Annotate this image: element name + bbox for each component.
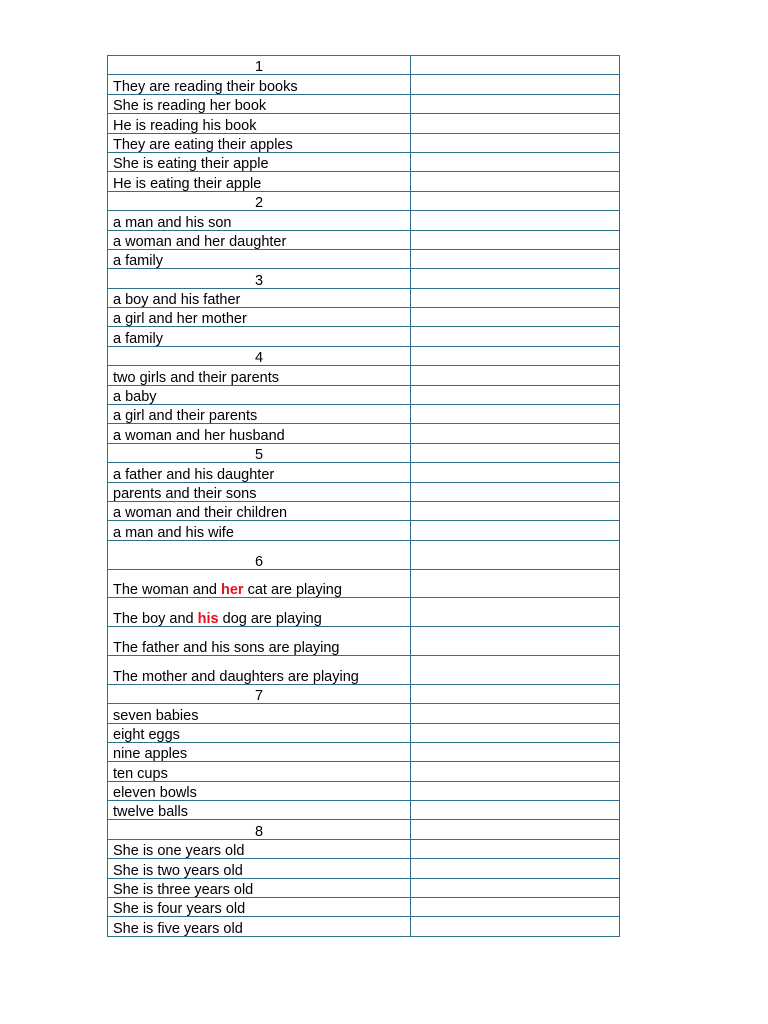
sentence-text: cat are playing bbox=[243, 582, 342, 598]
answer-cell bbox=[411, 269, 620, 288]
answer-cell bbox=[411, 801, 620, 820]
sentence-cell: The mother and daughters are playing bbox=[108, 655, 411, 684]
sentence-text: The woman and bbox=[113, 582, 222, 598]
worksheet-table bbox=[107, 55, 620, 937]
section-number-cell: 7 bbox=[108, 684, 411, 703]
answer-cell bbox=[411, 781, 620, 800]
sentence-cell bbox=[108, 598, 411, 627]
sentence-row bbox=[108, 172, 620, 191]
sentence-row bbox=[108, 482, 620, 501]
sentence-row bbox=[108, 75, 620, 94]
sentence-row bbox=[108, 655, 620, 684]
answer-cell bbox=[411, 327, 620, 346]
sentence-cell bbox=[108, 569, 411, 598]
sentence-row bbox=[108, 230, 620, 249]
answer-cell bbox=[411, 249, 620, 268]
answer-cell bbox=[411, 172, 620, 191]
sentence-row bbox=[108, 308, 620, 327]
sentence-row bbox=[108, 211, 620, 230]
sentence-cell: a man and his wife bbox=[108, 521, 411, 540]
sentence-row bbox=[108, 366, 620, 385]
sentence-row bbox=[108, 878, 620, 897]
answer-cell bbox=[411, 684, 620, 703]
worksheet-body bbox=[108, 56, 620, 937]
sentence-cell: a family bbox=[108, 327, 411, 346]
section-number-row bbox=[108, 269, 620, 288]
sentence-row bbox=[108, 152, 620, 171]
section-number-row bbox=[108, 443, 620, 462]
highlighted-word: his bbox=[197, 611, 219, 627]
sentence-cell: nine apples bbox=[108, 742, 411, 761]
sentence-row bbox=[108, 463, 620, 482]
sentence-text: The boy and bbox=[113, 611, 198, 627]
sentence-cell: a woman and her daughter bbox=[108, 230, 411, 249]
sentence-cell: She is four years old bbox=[108, 898, 411, 917]
answer-cell bbox=[411, 463, 620, 482]
sentence-row bbox=[108, 405, 620, 424]
sentence-row bbox=[108, 288, 620, 307]
sentence-row bbox=[108, 114, 620, 133]
sentence-cell: a baby bbox=[108, 385, 411, 404]
sentence-cell: eight eggs bbox=[108, 723, 411, 742]
sentence-row bbox=[108, 249, 620, 268]
sentence-cell: The father and his sons are playing bbox=[108, 627, 411, 656]
sentence-cell: She is two years old bbox=[108, 859, 411, 878]
sentence-cell: a family bbox=[108, 249, 411, 268]
answer-cell bbox=[411, 75, 620, 94]
sentence-row bbox=[108, 781, 620, 800]
sentence-row bbox=[108, 598, 620, 627]
sentence-row bbox=[108, 424, 620, 443]
sentence-cell: She is three years old bbox=[108, 878, 411, 897]
answer-cell bbox=[411, 385, 620, 404]
sentence-row bbox=[108, 94, 620, 113]
section-number-cell: 1 bbox=[108, 56, 411, 75]
sentence-row bbox=[108, 569, 620, 598]
answer-cell bbox=[411, 424, 620, 443]
answer-cell bbox=[411, 762, 620, 781]
sentence-row bbox=[108, 801, 620, 820]
answer-cell bbox=[411, 501, 620, 520]
answer-cell bbox=[411, 114, 620, 133]
answer-cell bbox=[411, 405, 620, 424]
sentence-cell: She is five years old bbox=[108, 917, 411, 936]
sentence-cell: seven babies bbox=[108, 704, 411, 723]
section-number-row bbox=[108, 56, 620, 75]
sentence-row bbox=[108, 898, 620, 917]
section-number-cell: 2 bbox=[108, 191, 411, 210]
sentence-cell: She is one years old bbox=[108, 839, 411, 858]
answer-cell bbox=[411, 521, 620, 540]
answer-cell bbox=[411, 94, 620, 113]
answer-cell bbox=[411, 723, 620, 742]
sentence-row bbox=[108, 742, 620, 761]
sentence-row bbox=[108, 723, 620, 742]
sentence-cell: He is reading his book bbox=[108, 114, 411, 133]
sentence-cell: They are reading their books bbox=[108, 75, 411, 94]
answer-cell bbox=[411, 288, 620, 307]
section-number-cell: 3 bbox=[108, 269, 411, 288]
sentence-cell: a woman and her husband bbox=[108, 424, 411, 443]
answer-cell bbox=[411, 133, 620, 152]
section-number-row bbox=[108, 540, 620, 569]
highlighted-word: her bbox=[221, 582, 244, 598]
sentence-row bbox=[108, 839, 620, 858]
answer-cell bbox=[411, 598, 620, 627]
answer-cell bbox=[411, 820, 620, 839]
answer-cell bbox=[411, 742, 620, 761]
answer-cell bbox=[411, 230, 620, 249]
answer-cell bbox=[411, 482, 620, 501]
answer-cell bbox=[411, 917, 620, 936]
sentence-row bbox=[108, 133, 620, 152]
sentence-row bbox=[108, 521, 620, 540]
sentence-cell: a man and his son bbox=[108, 211, 411, 230]
sentence-cell: parents and their sons bbox=[108, 482, 411, 501]
sentence-row bbox=[108, 704, 620, 723]
section-number-row bbox=[108, 346, 620, 365]
sentence-cell: She is reading her book bbox=[108, 94, 411, 113]
sentence-cell: twelve balls bbox=[108, 801, 411, 820]
section-number-cell: 8 bbox=[108, 820, 411, 839]
answer-cell bbox=[411, 878, 620, 897]
section-number-cell: 4 bbox=[108, 346, 411, 365]
sentence-row bbox=[108, 501, 620, 520]
answer-cell bbox=[411, 655, 620, 684]
sentence-cell: a woman and their children bbox=[108, 501, 411, 520]
sentence-cell: two girls and their parents bbox=[108, 366, 411, 385]
answer-cell bbox=[411, 627, 620, 656]
answer-cell bbox=[411, 859, 620, 878]
sentence-row bbox=[108, 327, 620, 346]
answer-cell bbox=[411, 191, 620, 210]
answer-cell bbox=[411, 443, 620, 462]
sentence-cell: a boy and his father bbox=[108, 288, 411, 307]
answer-cell bbox=[411, 704, 620, 723]
section-number-row bbox=[108, 684, 620, 703]
sentence-row bbox=[108, 385, 620, 404]
answer-cell bbox=[411, 540, 620, 569]
section-number-row bbox=[108, 191, 620, 210]
sentence-row bbox=[108, 762, 620, 781]
sentence-cell: eleven bowls bbox=[108, 781, 411, 800]
answer-cell bbox=[411, 839, 620, 858]
sentence-cell: She is eating their apple bbox=[108, 152, 411, 171]
sentence-cell: They are eating their apples bbox=[108, 133, 411, 152]
answer-cell bbox=[411, 152, 620, 171]
section-number-row bbox=[108, 820, 620, 839]
section-number-cell: 5 bbox=[108, 443, 411, 462]
sentence-text: dog are playing bbox=[218, 611, 322, 627]
answer-cell bbox=[411, 898, 620, 917]
sentence-cell: He is eating their apple bbox=[108, 172, 411, 191]
sentence-cell: ten cups bbox=[108, 762, 411, 781]
answer-cell bbox=[411, 56, 620, 75]
answer-cell bbox=[411, 211, 620, 230]
answer-cell bbox=[411, 346, 620, 365]
sentence-cell: a girl and her mother bbox=[108, 308, 411, 327]
sentence-row bbox=[108, 917, 620, 936]
answer-cell bbox=[411, 366, 620, 385]
sentence-row bbox=[108, 859, 620, 878]
answer-cell bbox=[411, 308, 620, 327]
sentence-row bbox=[108, 627, 620, 656]
sentence-cell: a girl and their parents bbox=[108, 405, 411, 424]
section-number-cell: 6 bbox=[108, 540, 411, 569]
sentence-cell: a father and his daughter bbox=[108, 463, 411, 482]
answer-cell bbox=[411, 569, 620, 598]
